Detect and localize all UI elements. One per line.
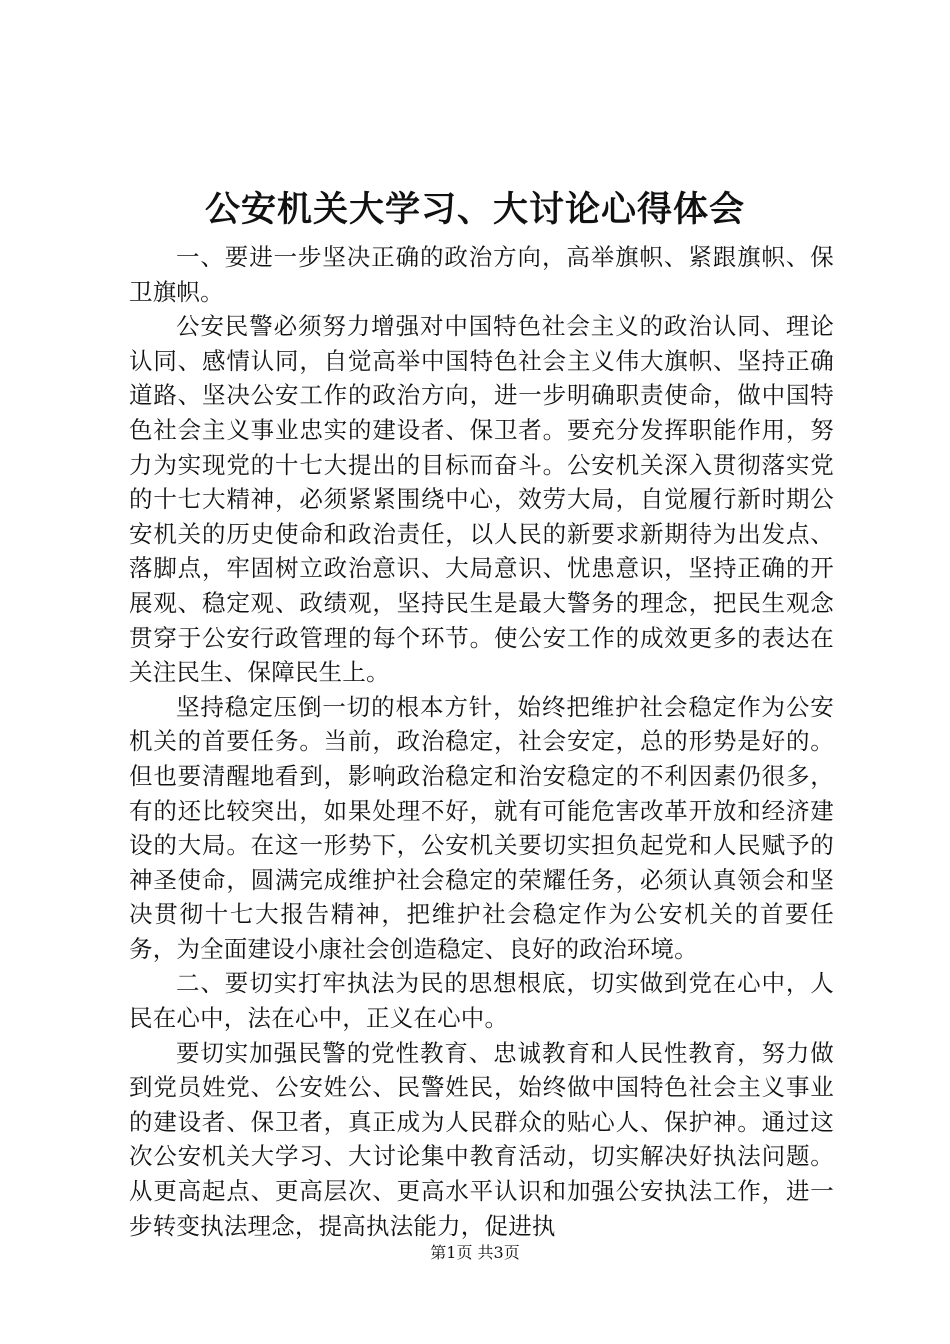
document-title: 公安机关大学习、大讨论心得体会 (204, 190, 745, 230)
paragraph-4: 二、要切实打牢执法为民的思想根底，切实做到党在心中，人民在心中，法在心中，正义在心中。 (129, 969, 834, 1033)
paragraph-1: 一、要进一步坚决正确的政治方向，高举旗帜、紧跟旗帜、保卫旗帜。 (129, 243, 834, 306)
paragraph-3: 坚持稳定压倒一切的根本方针，始终把维护社会稳定作为公安机关的首要任务。当前，政治稳定，社会安定，总的形势是好的。但也要清醒地看到，影响政治稳定和治安稳定的不利因素仍很多，有的还比较突出，如果处理不好，就有可能危害改革开放和经济建设的大局。在这一形势下，公安机关要切实担负起党和人民赋予的神圣使命，圆满完成维护社会稳定的荣耀任务，必须认真领会和坚决贯彻十七大报告精神，把维护社会稳定作为公安机关的首要任务，为全面建设小康社会创造稳定、良好的政治环境。 (129, 692, 834, 963)
paragraph-5: 要切实加强民警的党性教育、忠诚教育和人民性教育，努力做到党员姓党、公安姓公、民警姓民，始终做中国特色社会主义事业的建设者、保卫者，真正成为人民群众的贴心人、保护神。通过这次公安机关大学习、大讨论集中教育活动，切实解决好执法问题。从更高起点、更高层次、更高水平认识和加强公安执法工作，进一步转变执法理念，提高执法能力，促进执 (129, 1038, 834, 1240)
paragraph-2: 公安民警必须努力增强对中国特色社会主义的政治认同、理论认同、感情认同，自觉高举中国特色社会主义伟大旗帜、坚持正确道路、坚决公安工作的政治方向，进一步明确职责使命，做中国特色社会主义事业忠实的建设者、保卫者。要充分发挥职能作用，努力为实现党的十七大提出的目标而奋斗。公安机关深入贯彻落实党的十七大精神，必须紧紧围绕中心，效劳大局，自觉履行新时期公安机关的历史使命和政治责任，以人民的新要求新期待为出发点、落脚点，牢固树立政治意识、大局意识、忧患意识，坚持正确的开展观、稳定观、政绩观，坚持民生是最大警务的理念，把民生观念贯穿于公安行政管理的每个环节。使公安工作的成效更多的表达在关注民生、保障民生上。 (129, 312, 834, 687)
page-number-footer: 第1页 共3页 (430, 1243, 520, 1262)
document-body (129, 240, 834, 1243)
